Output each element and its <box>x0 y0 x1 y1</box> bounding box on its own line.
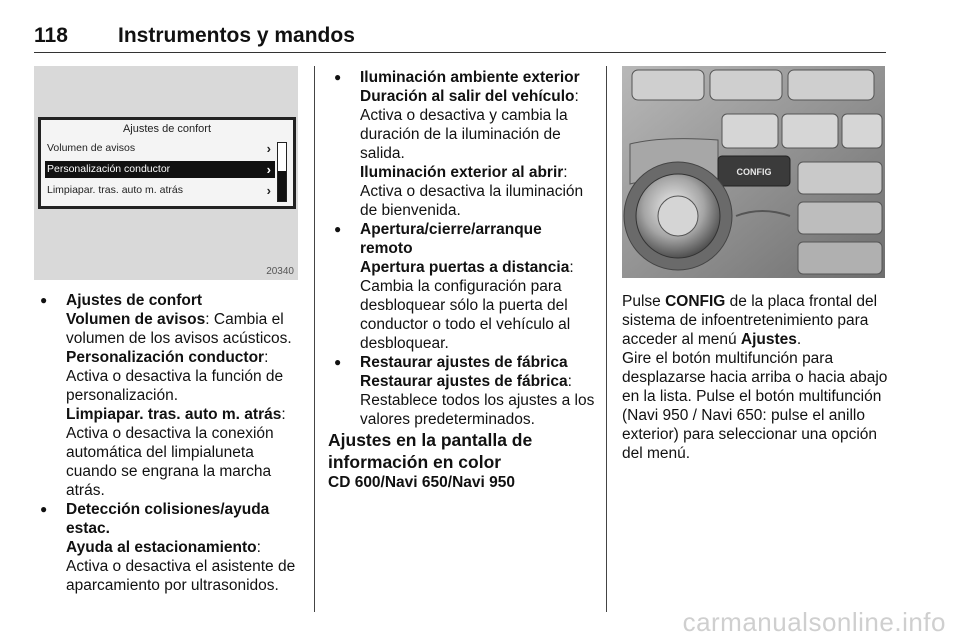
scrollbar <box>277 142 287 202</box>
menu-item-volumen <box>45 140 275 157</box>
paragraph: Pulse CONFIG de la placa frontal del sistema de infoentretenimiento para acceder al menú Ajustes. <box>622 293 878 348</box>
watermark: carmanualsonline.info <box>682 607 946 637</box>
screen-title: Ajustes de confort <box>122 123 212 135</box>
paragraph: Gire el botón multifunción para desplazarse hacia arriba o hacia abajo en la lista. Pulse el botón multifunción (Navi 950 / Navi 650: pulse el anillo exterior) para seleccionar una opción del menú. <box>622 350 888 462</box>
menu-item-label: Volumen de avisos <box>47 142 136 154</box>
display-screen <box>38 117 296 209</box>
column-divider-1 <box>314 66 315 612</box>
control-panel-illustration <box>622 66 885 278</box>
paragraph: Volumen de avisos: Cambia el volumen de los avisos acústicos. <box>66 311 292 347</box>
menu-item-personalizacion <box>45 161 275 178</box>
chevron-right-icon: › <box>266 183 271 198</box>
paragraph: Apertura puertas a distancia: Cambia la configuración para desbloquear sólo la puerta del conductor o todo el vehículo al desbloquear. <box>360 259 574 352</box>
column-divider-2 <box>606 66 607 612</box>
settings-screen-figure <box>34 66 298 280</box>
paragraph: Ayuda al estacionamiento: Activa o desactiva el asistente de aparcamiento por ultrasonidos. <box>66 539 296 594</box>
column-2 <box>328 68 596 492</box>
column-1 <box>34 291 304 595</box>
menu-item-label: Personalización conductor <box>47 163 171 175</box>
bullet-deteccion-colisiones: ● Detección colisiones/ayuda estac. <box>34 500 304 538</box>
paragraph: Restaurar ajustes de fábrica: Restablece todos los ajustes a los valores predeterminados. <box>360 373 595 428</box>
column-3 <box>622 292 888 463</box>
paragraph: Iluminación exterior al abrir: Activa o desactiva la iluminación de bienvenida. <box>360 164 584 219</box>
bullet-restaurar-ajustes: ● Restaurar ajustes de fábrica <box>328 353 596 372</box>
page-header <box>34 22 886 53</box>
section-heading: Ajustes en la pantalla de información en color <box>328 430 533 472</box>
paragraph: Limpiapar. tras. auto m. atrás: Activa o desactiva la conexión automática del limpialuneta cuando se engrana la marcha atrás. <box>66 406 286 499</box>
section-title: Instrumentos y mandos <box>118 24 355 47</box>
config-button-label: CONFIG <box>736 167 772 177</box>
chevron-right-icon: › <box>266 141 271 156</box>
paragraph: Personalización conductor: Activa o desactiva la función de personalización. <box>66 349 284 404</box>
bullet-ajustes-confort: ● Ajustes de confort <box>34 291 304 310</box>
bullet-apertura-remota: ● Apertura/cierre/arranque remoto <box>328 220 596 258</box>
menu-item-label: Limpiapar. tras. auto m. atrás <box>47 184 183 196</box>
scrollbar-thumb <box>278 171 286 201</box>
paragraph: Duración al salir del vehículo: Activa o desactiva y cambia la duración de la iluminación de salida. <box>360 88 579 162</box>
bullet-iluminacion-exterior: ● Iluminación ambiente exterior <box>328 68 596 87</box>
menu-item-limpiapar <box>45 182 275 199</box>
control-panel-figure <box>622 66 885 278</box>
chevron-right-icon: › <box>266 162 271 177</box>
subheading: CD 600/Navi 650/Navi 950 <box>328 474 515 491</box>
page-number: 118 <box>34 24 68 47</box>
figure-code: 20340 <box>266 266 294 277</box>
